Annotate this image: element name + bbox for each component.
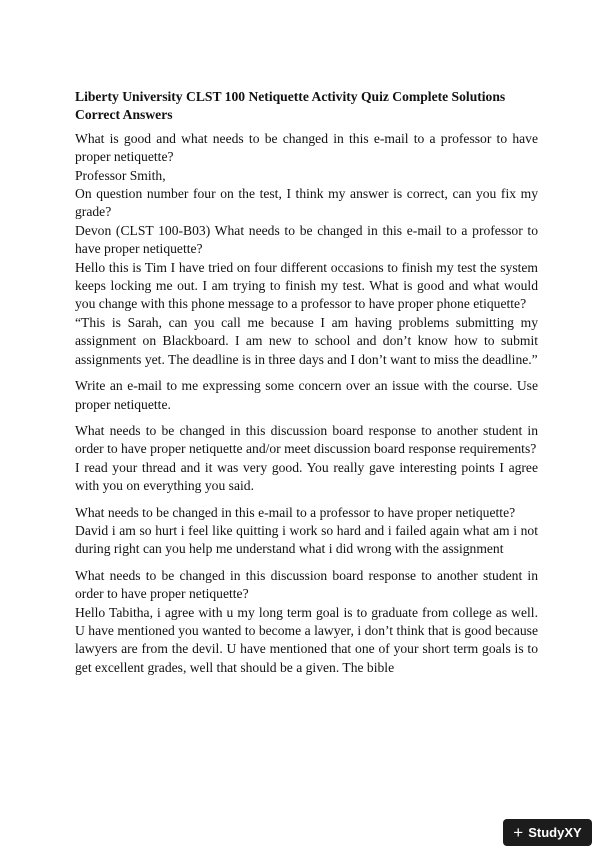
question-paragraph: What needs to be changed in this discussion board response to another student in order to have proper netiquette?	[75, 567, 538, 602]
example-response: Hello Tabitha, i agree with u my long term goal is to graduate from college as well. U have mentioned you wanted to become a lawyer, i don’t think that is good because lawyers are from the devil. U have mentioned that one of your short term goals is to get excellent grades, well that should be a given. The bible	[75, 604, 538, 675]
question-paragraph: What needs to be changed in this discussion board response to another student in order to have proper netiquette and/or meet discussion board response requirements?	[75, 422, 538, 457]
paragraph-gap	[75, 414, 538, 422]
phone-message-quote: “This is Sarah, can you call me because I am having problems submitting my assignment on Blackboard. I am new to school and don’t know how to submit assignments yet. The deadline is in three days and I don’t want to miss the deadline.”	[75, 314, 538, 367]
example-email: David i am so hurt i feel like quitting i work so hard and i failed again what am i not during right can you help me understand what i did wrong with the assignment	[75, 522, 538, 557]
email-salutation: Professor Smith,	[75, 167, 166, 183]
plus-icon: +	[513, 823, 524, 842]
question-paragraph: Devon (CLST 100-B03) What needs to be changed in this e-mail to a professor to have proper netiquette?	[75, 222, 538, 257]
example-response: I read your thread and it was very good. You really gave interesting points I agree with you on everything you said.	[75, 459, 538, 494]
question-paragraph: What needs to be changed in this e-mail to a professor to have proper netiquette?	[75, 504, 516, 520]
email-body: On question number four on the test, I think my answer is correct, can you fix my grade?	[75, 186, 538, 220]
example-message: Hello this is Tim I have tried on four different occasions to finish my test the system keeps locking me out. I am trying to finish my test. What is good and what would you change with this phone message to a professor to have proper phone etiquette?	[75, 259, 538, 312]
document-title: Liberty University CLST 100 Netiquette Activity Quiz Complete Solutions Correct Answers	[75, 89, 506, 123]
question-paragraph: Write an e-mail to me expressing some concern over an issue with the course. Use proper netiquette.	[75, 378, 538, 412]
paragraph-gap	[75, 369, 538, 377]
studyxy-watermark	[503, 819, 592, 846]
paragraph-gap	[75, 559, 538, 567]
paragraph-gap	[75, 496, 538, 504]
watermark-brand: StudyXY	[528, 825, 582, 840]
document-page	[75, 88, 538, 677]
question-paragraph: What is good and what needs to be changed in this e-mail to a professor to have proper netiquette?	[75, 130, 538, 165]
